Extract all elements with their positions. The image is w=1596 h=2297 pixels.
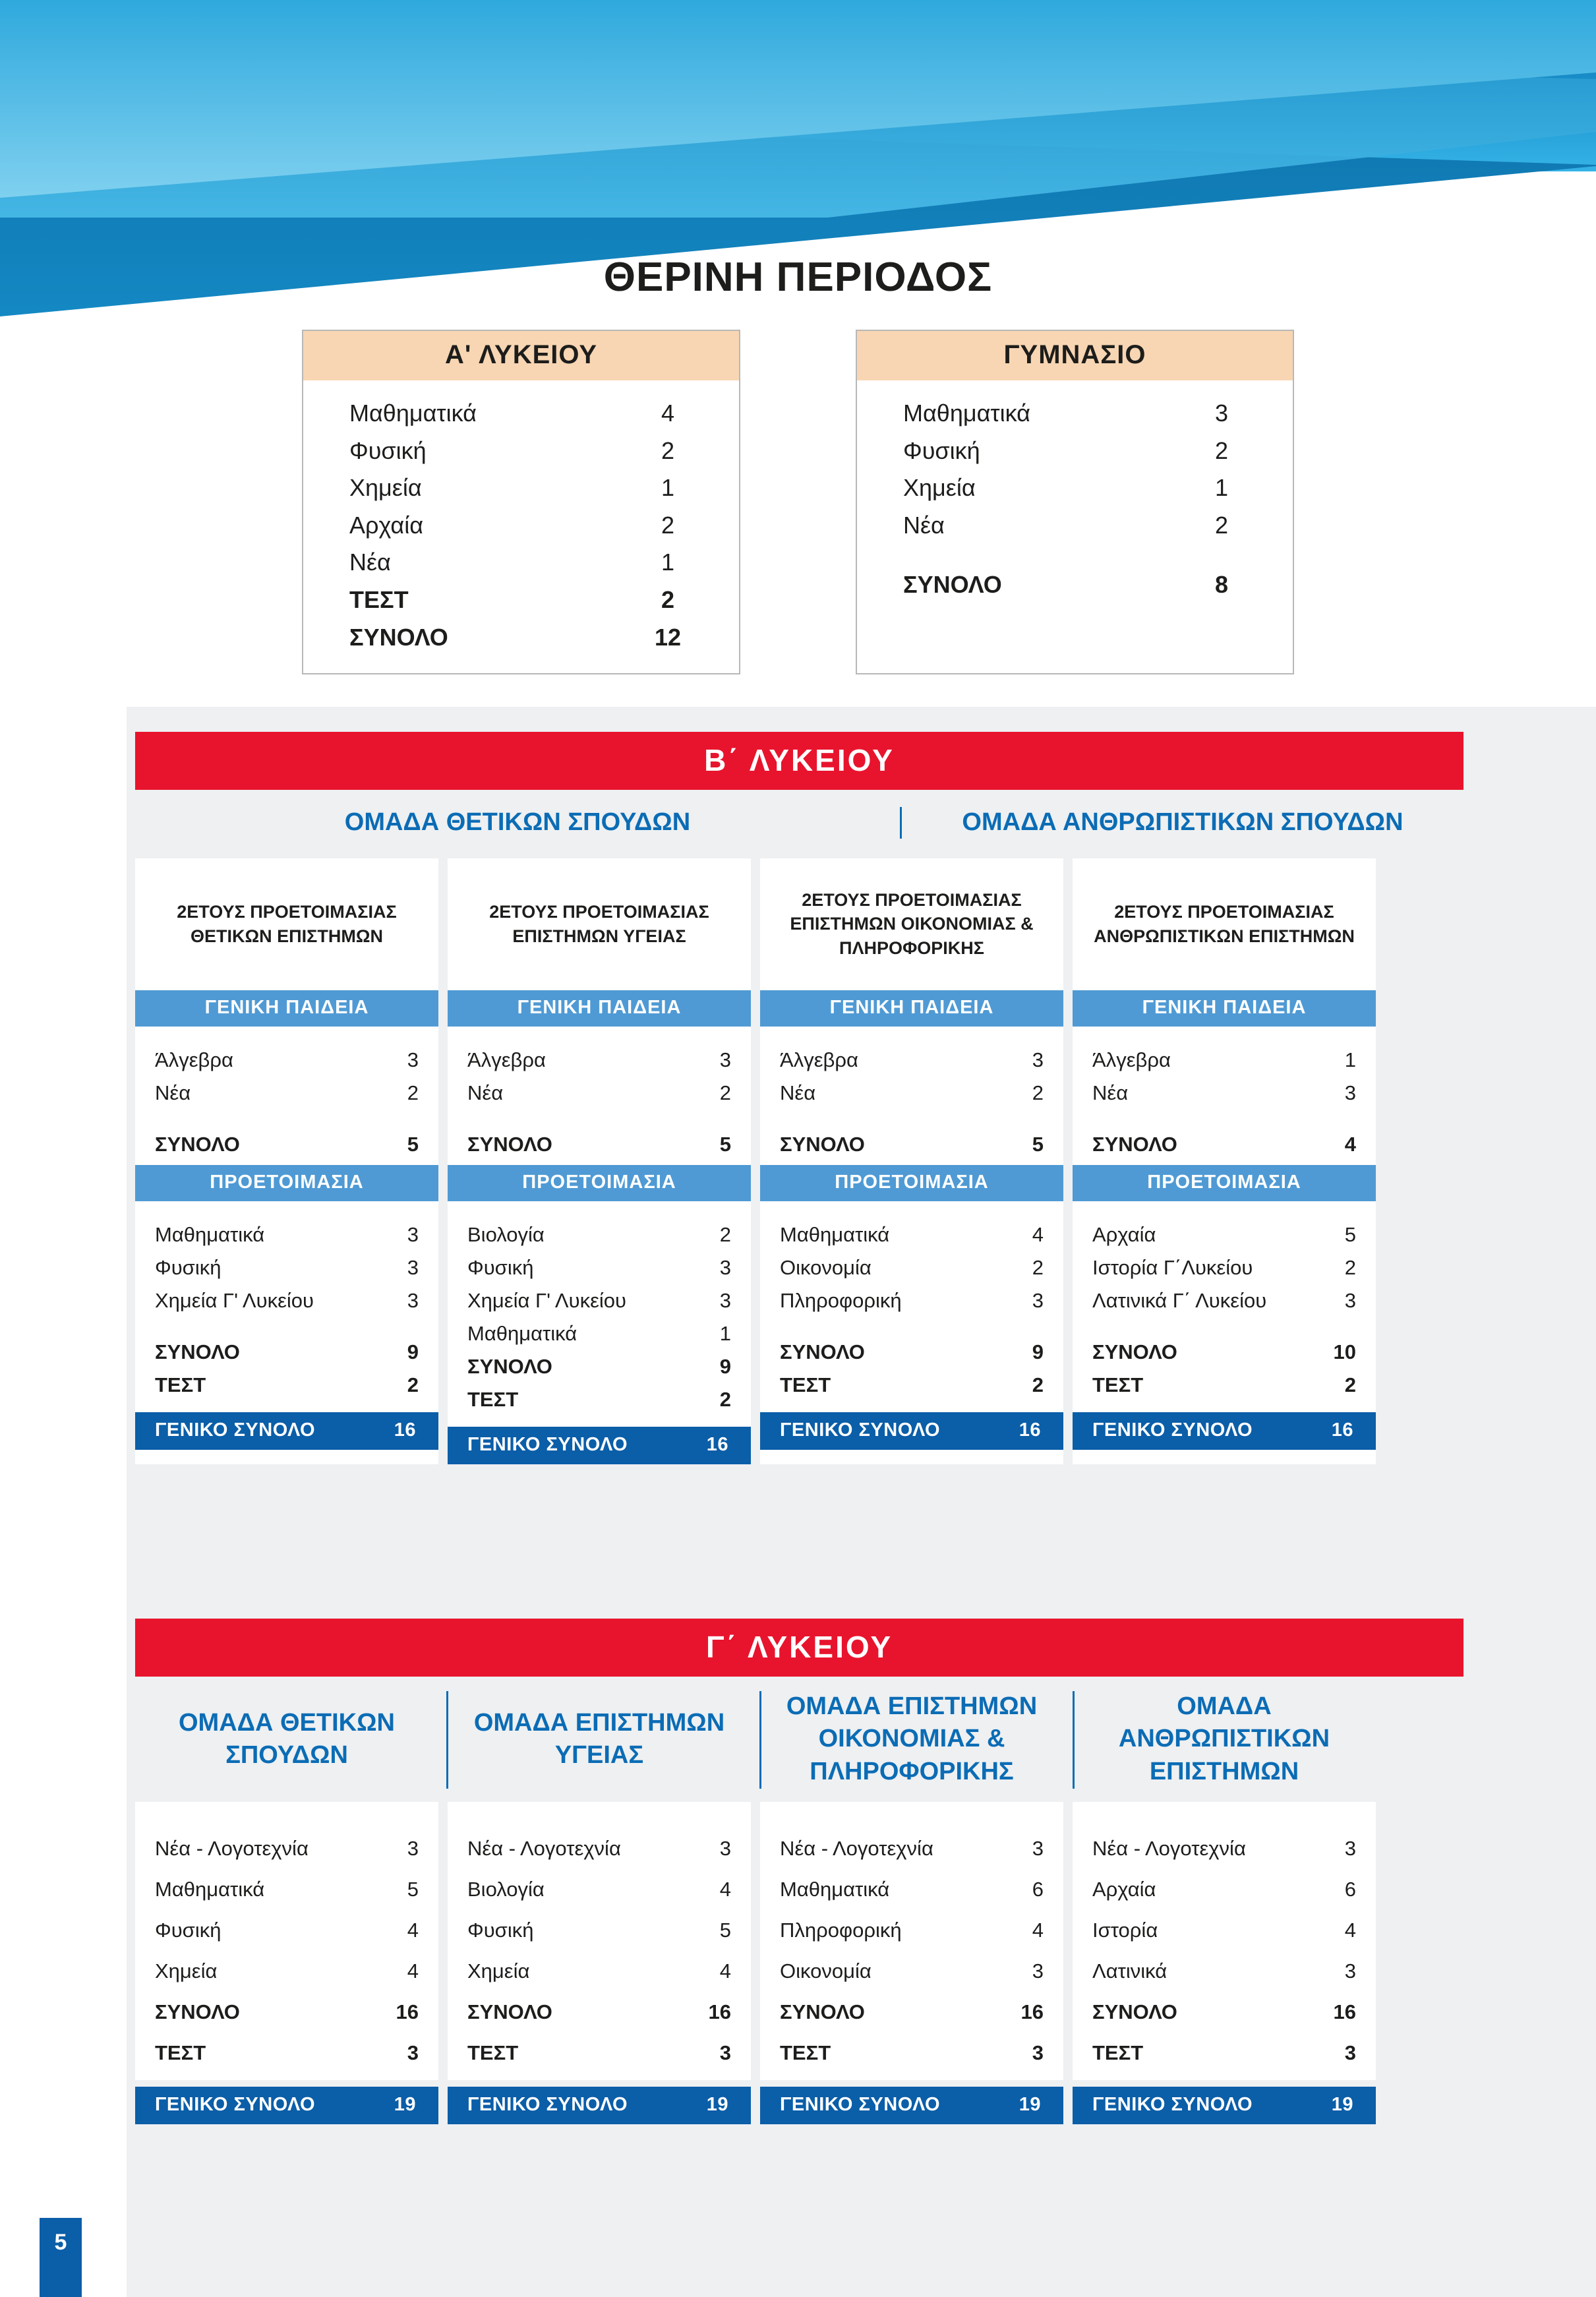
g-columns	[135, 1677, 1463, 2124]
row-label: Χημεία	[349, 474, 422, 502]
row-value: 4	[1032, 1919, 1044, 1942]
band-preparation: ΠΡΟΕΤΟΙΜΑΣΙΑ	[1073, 1165, 1376, 1201]
row-label: Νέα	[1092, 1081, 1129, 1104]
column-body	[1073, 1802, 1376, 2080]
table-spacer	[1092, 1110, 1356, 1128]
row-label: ΤΕΣΤ	[155, 1373, 206, 1396]
table-row-test	[155, 2033, 419, 2073]
row-label: ΣΥΝΟΛΟ	[155, 2000, 240, 2023]
row-label: Φυσική	[467, 1255, 534, 1279]
row-value: 3	[719, 1048, 731, 1071]
table-row-total	[780, 1992, 1044, 2033]
row-label: ΤΕΣΤ	[780, 1373, 831, 1396]
table-row	[903, 395, 1261, 433]
row-label: Νέα	[903, 511, 945, 539]
row-label: Λατινικά	[1092, 1959, 1167, 1983]
row-value: 4	[407, 1959, 419, 1983]
row-value: 3	[1344, 2041, 1356, 2064]
row-value: 3	[1032, 2041, 1044, 2064]
row-value: 2	[719, 1387, 731, 1411]
table-row-test	[155, 1369, 419, 1402]
table-row	[903, 469, 1261, 507]
row-value: 3	[1344, 1959, 1356, 1983]
table-row	[467, 1828, 731, 1869]
band-grand-total	[1073, 1412, 1376, 1450]
row-value: 10	[1333, 1340, 1356, 1363]
row-value: 3	[407, 1837, 419, 1860]
row-value: 3	[719, 1837, 731, 1860]
row-label: ΣΥΝΟΛΟ	[1092, 2000, 1177, 2023]
row-value: 16	[1333, 2000, 1356, 2023]
row-value: 9	[1032, 1340, 1044, 1363]
band-grand-total	[448, 1427, 751, 1464]
row-value: 3	[1214, 400, 1229, 427]
table-row	[155, 1218, 419, 1251]
table-row-total	[349, 619, 707, 657]
row-label: ΣΥΝΟΛΟ	[780, 1132, 865, 1156]
table-row	[780, 1951, 1044, 1992]
row-value: 16	[1020, 2000, 1044, 2023]
table-row	[467, 1910, 731, 1951]
row-value: 5	[407, 1878, 419, 1901]
column-subtitle: 2ΕΤΟΥΣ ΠΡΟΕΤΟΙΜΑΣΙΑΣ ΘΕΤΙΚΩΝ ΕΠΙΣΤΗΜΩΝ	[177, 902, 397, 946]
row-value: 3	[407, 1288, 419, 1312]
row-value: 12	[654, 623, 682, 651]
row-label: Νέα	[780, 1081, 816, 1104]
row-label: ΤΕΣΤ	[780, 2041, 831, 2064]
table-row-total	[780, 1336, 1044, 1369]
row-label: Νέα	[155, 1081, 191, 1104]
row-label: Φυσική	[903, 436, 980, 464]
table-row	[349, 469, 707, 507]
row-value: 5	[407, 1132, 419, 1156]
row-label: ΣΥΝΟΛΟ	[1092, 1340, 1177, 1363]
row-label: Φυσική	[467, 1919, 534, 1942]
table-row	[1092, 1251, 1356, 1284]
table-spacer	[903, 544, 1261, 566]
row-value: 3	[1032, 1048, 1044, 1071]
row-value: 3	[407, 2041, 419, 2064]
row-label: Φυσική	[155, 1919, 222, 1942]
column-heading: ΟΜΑΔΑ ΑΝΘΡΩΠΙΣΤΙΚΩΝ ΕΠΙΣΤΗΜΩΝ	[1118, 1692, 1330, 1785]
row-label: Μαθηματικά	[903, 400, 1030, 427]
row-label: Μαθηματικά	[780, 1222, 890, 1246]
table-row	[780, 1044, 1044, 1077]
general-rows	[135, 1027, 438, 1165]
row-value: 4	[719, 1959, 731, 1983]
table-row-test	[1092, 1369, 1356, 1402]
group-heading-thetikon: ΟΜΑΔΑ ΘΕΤΙΚΩΝ ΣΠΟΥΔΩΝ	[344, 808, 691, 836]
table-row	[1092, 1284, 1356, 1317]
row-value: 4	[719, 1878, 731, 1901]
row-label: Νέα - Λογοτεχνία	[780, 1837, 933, 1860]
table-row	[349, 395, 707, 433]
row-value: 2	[407, 1081, 419, 1104]
row-label: ΣΥΝΟΛΟ	[349, 623, 448, 651]
table-spacer	[155, 1317, 419, 1336]
table-row-total	[467, 1992, 731, 2033]
row-value: 9	[407, 1340, 419, 1363]
table-row	[780, 1284, 1044, 1317]
preparation-rows	[760, 1201, 1063, 1406]
row-value: 2	[661, 585, 675, 613]
grand-total-value: 19	[1019, 2094, 1041, 2115]
table-spacer	[1092, 1317, 1356, 1336]
row-value: 3	[407, 1222, 419, 1246]
row-label: Νέα - Λογοτεχνία	[1092, 1837, 1246, 1860]
row-label: Αρχαία	[1092, 1222, 1156, 1246]
table-row	[349, 507, 707, 545]
band-preparation: ΠΡΟΕΤΟΙΜΑΣΙΑ	[760, 1165, 1063, 1201]
table-spacer	[780, 1317, 1044, 1336]
row-label: Νέα	[467, 1081, 504, 1104]
table-row-test	[467, 1383, 731, 1416]
row-value: 2	[1032, 1255, 1044, 1279]
preparation-rows	[1073, 1201, 1376, 1406]
table-row	[467, 1284, 731, 1317]
row-label: Πληροφορική	[780, 1919, 902, 1942]
row-label: Αρχαία	[1092, 1878, 1156, 1901]
row-value: 3	[1032, 1959, 1044, 1983]
band-general-education: ΓΕΝΙΚΗ ΠΑΙΔΕΙΑ	[760, 990, 1063, 1027]
grand-total-label: ΓΕΝΙΚΟ ΣΥΝΟΛΟ	[780, 1419, 941, 1441]
row-label: Χημεία Γ' Λυκείου	[467, 1288, 626, 1312]
table-row-total	[903, 566, 1261, 604]
table-row-test	[780, 1369, 1044, 1402]
row-value: 1	[661, 549, 675, 576]
row-label: Οικονομία	[780, 1959, 872, 1983]
row-value: 5	[719, 1132, 731, 1156]
row-value: 5	[719, 1919, 731, 1942]
table-spacer	[155, 1110, 419, 1128]
table-row	[155, 1951, 419, 1992]
grand-total-value: 16	[1331, 1419, 1353, 1441]
row-value: 3	[1344, 1837, 1356, 1860]
row-value: 4	[1344, 1132, 1356, 1156]
table-row	[349, 582, 707, 619]
row-label: ΣΥΝΟΛΟ	[467, 1354, 552, 1378]
band-preparation: ΠΡΟΕΤΟΙΜΑΣΙΑ	[448, 1165, 751, 1201]
g-column-epistimon-ygeias	[448, 1677, 751, 2124]
row-value: 16	[396, 2000, 419, 2023]
grand-total-label: ΓΕΝΙΚΟ ΣΥΝΟΛΟ	[1092, 2094, 1253, 2115]
table-row	[155, 1077, 419, 1110]
page-title: ΘΕΡΙΝΗ ΠΕΡΙΟΔΟΣ	[603, 254, 993, 300]
grand-total-label: ΓΕΝΙΚΟ ΣΥΝΟΛΟ	[467, 1433, 628, 1455]
row-label: Φυσική	[349, 436, 427, 464]
row-label: ΤΕΣΤ	[467, 2041, 519, 2064]
group-headings	[135, 807, 1463, 839]
row-value: 2	[661, 436, 675, 464]
row-value: 16	[708, 2000, 731, 2023]
row-value: 6	[1344, 1878, 1356, 1901]
table-row	[780, 1910, 1044, 1951]
row-value: 3	[1032, 1837, 1044, 1860]
table-row-test	[467, 2033, 731, 2073]
row-label: ΣΥΝΟΛΟ	[467, 2000, 552, 2023]
column-heading: ΟΜΑΔΑ ΕΠΙΣΤΗΜΩΝ ΥΓΕΙΑΣ	[473, 1708, 725, 1769]
summer-table-a-lykeiou	[302, 330, 740, 674]
row-label: Μαθηματικά	[467, 1321, 577, 1345]
table-row	[467, 1044, 731, 1077]
row-label: ΣΥΝΟΛΟ	[1092, 1132, 1177, 1156]
grand-total-value: 19	[394, 2094, 416, 2115]
column-divider	[759, 1691, 761, 1789]
summer-table-body	[857, 380, 1293, 621]
band-grand-total	[448, 2087, 751, 2124]
row-value: 1	[661, 474, 675, 502]
row-label: Χημεία	[155, 1959, 218, 1983]
column-heading: ΟΜΑΔΑ ΕΠΙΣΤΗΜΩΝ ΟΙΚΟΝΟΜΙΑΣ & ΠΛΗΡΟΦΟΡΙΚΗΣ	[786, 1692, 1038, 1785]
table-row	[1092, 1044, 1356, 1077]
grand-total-label: ΓΕΝΙΚΟ ΣΥΝΟΛΟ	[155, 2094, 316, 2115]
row-label: Λατινικά Γ΄ Λυκείου	[1092, 1288, 1267, 1312]
grand-total-label: ΓΕΝΙΚΟ ΣΥΝΟΛΟ	[780, 2094, 941, 2115]
row-label: ΤΕΣΤ	[467, 1387, 519, 1411]
section-g-lykeiou	[135, 1619, 1463, 2124]
row-value: 4	[1032, 1222, 1044, 1246]
band-grand-total	[760, 1412, 1063, 1450]
row-value: 3	[407, 1048, 419, 1071]
g-column-anthropistikon-epistimon	[1073, 1677, 1376, 2124]
row-label: Χημεία	[467, 1959, 530, 1983]
general-rows	[448, 1027, 751, 1165]
column-subtitle: 2ΕΤΟΥΣ ΠΡΟΕΤΟΙΜΑΣΙΑΣ ΕΠΙΣΤΗΜΩΝ ΥΓΕΙΑΣ	[489, 902, 709, 946]
table-row-total	[1092, 1128, 1356, 1161]
row-label: Άλγεβρα	[467, 1048, 546, 1071]
table-row-total	[155, 1128, 419, 1161]
row-label: Νέα	[349, 549, 391, 576]
table-row-total	[1092, 1992, 1356, 2033]
table-row	[1092, 1828, 1356, 1869]
row-value: 6	[1032, 1878, 1044, 1901]
row-label: Άλγεβρα	[1092, 1048, 1171, 1071]
row-value: 4	[1344, 1919, 1356, 1942]
row-label: Άλγεβρα	[780, 1048, 858, 1071]
row-value: 2	[661, 511, 675, 539]
band-general-education: ΓΕΝΙΚΗ ΠΑΙΔΕΙΑ	[1073, 990, 1376, 1027]
table-row	[155, 1044, 419, 1077]
column-heading: ΟΜΑΔΑ ΘΕΤΙΚΩΝ ΣΠΟΥΔΩΝ	[179, 1708, 395, 1769]
b-column-oikonomias-pliroforikis	[760, 858, 1063, 1464]
table-row	[1092, 1951, 1356, 1992]
row-value: 2	[1214, 436, 1229, 464]
b-column-epistimon-ygeias	[448, 858, 751, 1464]
row-label: ΣΥΝΟΛΟ	[155, 1340, 240, 1363]
grand-total-value: 16	[1019, 1419, 1041, 1441]
band-general-education: ΓΕΝΙΚΗ ΠΑΙΔΕΙΑ	[135, 990, 438, 1027]
table-row	[467, 1218, 731, 1251]
table-row	[1092, 1869, 1356, 1910]
row-label: Άλγεβρα	[155, 1048, 233, 1071]
grand-total-value: 16	[706, 1433, 728, 1455]
summer-table-header: Α' ΛΥΚΕΙΟΥ	[303, 331, 739, 380]
row-value: 2	[719, 1081, 731, 1104]
general-rows	[1073, 1027, 1376, 1165]
row-label: Νέα - Λογοτεχνία	[467, 1837, 621, 1860]
table-spacer	[780, 1110, 1044, 1128]
band-general-education: ΓΕΝΙΚΗ ΠΑΙΔΕΙΑ	[448, 990, 751, 1027]
row-label: Μαθηματικά	[349, 400, 477, 427]
row-value: 1	[1214, 474, 1229, 502]
row-label: ΣΥΝΟΛΟ	[155, 1132, 240, 1156]
table-row	[155, 1284, 419, 1317]
row-value: 8	[1214, 571, 1229, 599]
row-value: 5	[1344, 1222, 1356, 1246]
summer-table-header: ΓΥΜΝΑΣΙΟ	[857, 331, 1293, 380]
row-label: Οικονομία	[780, 1255, 872, 1279]
row-value: 1	[719, 1321, 731, 1345]
table-row	[780, 1828, 1044, 1869]
row-value: 2	[719, 1222, 731, 1246]
table-row	[903, 433, 1261, 470]
row-value: 2	[407, 1373, 419, 1396]
section-title-bar: Γ΄ ΛΥΚΕΙΟΥ	[135, 1619, 1463, 1677]
band-grand-total	[760, 2087, 1063, 2124]
b-column-anthropistikon-epistimon	[1073, 858, 1376, 1464]
row-value: 3	[1344, 1081, 1356, 1104]
row-label: ΤΕΣΤ	[1092, 2041, 1144, 2064]
row-label: Φυσική	[155, 1255, 222, 1279]
row-label: Ιστορία	[1092, 1919, 1158, 1942]
table-row-total	[1092, 1336, 1356, 1369]
column-body	[760, 1802, 1063, 2080]
b-column-thetikon-epistimon	[135, 858, 438, 1464]
column-body	[448, 1802, 751, 2080]
band-grand-total	[135, 2087, 438, 2124]
table-row	[780, 1077, 1044, 1110]
row-label: Βιολογία	[467, 1878, 545, 1901]
table-row-total	[467, 1350, 731, 1383]
row-value: 3	[1032, 1288, 1044, 1312]
table-row	[467, 1869, 731, 1910]
table-row	[780, 1218, 1044, 1251]
row-value: 2	[1032, 1373, 1044, 1396]
table-row-total	[155, 1336, 419, 1369]
table-row-test	[1092, 2033, 1356, 2073]
row-label: Μαθηματικά	[780, 1878, 890, 1901]
table-spacer	[467, 1110, 731, 1128]
table-row	[780, 1869, 1044, 1910]
row-label: ΤΕΣΤ	[155, 2041, 206, 2064]
column-divider	[1073, 1691, 1075, 1789]
row-value: 5	[1032, 1132, 1044, 1156]
row-label: Χημεία	[903, 474, 976, 502]
summer-table-body	[303, 380, 739, 673]
page-left-margin	[0, 707, 127, 2297]
row-value: 3	[407, 1255, 419, 1279]
row-label: Ιστορία Γ΄Λυκείου	[1092, 1255, 1253, 1279]
g-column-thetikon-spoudon	[135, 1677, 438, 2124]
row-label: ΣΥΝΟΛΟ	[903, 571, 1002, 599]
row-value: 2	[1214, 511, 1229, 539]
row-value: 4	[407, 1919, 419, 1942]
table-row-total	[780, 1128, 1044, 1161]
summer-table-gymnasio	[856, 330, 1294, 674]
table-row-total	[155, 1992, 419, 2033]
general-rows	[760, 1027, 1063, 1165]
band-preparation: ΠΡΟΕΤΟΙΜΑΣΙΑ	[135, 1165, 438, 1201]
table-row	[349, 433, 707, 470]
table-row	[1092, 1218, 1356, 1251]
row-label: Μαθηματικά	[155, 1878, 265, 1901]
table-row	[467, 1251, 731, 1284]
preparation-rows	[448, 1201, 751, 1420]
table-row	[903, 507, 1261, 545]
grand-total-value: 19	[1331, 2094, 1353, 2115]
row-value: 3	[719, 1255, 731, 1279]
table-row	[780, 1251, 1044, 1284]
b-columns	[135, 858, 1463, 1464]
grand-total-label: ΓΕΝΙΚΟ ΣΥΝΟΛΟ	[467, 2094, 628, 2115]
row-value: 2	[1344, 1373, 1356, 1396]
table-row	[155, 1869, 419, 1910]
section-b-lykeiou	[135, 732, 1463, 1464]
section-title-bar: Β΄ ΛΥΚΕΙΟΥ	[135, 732, 1463, 790]
row-value: 1	[1344, 1048, 1356, 1071]
column-divider	[446, 1691, 448, 1789]
table-row	[155, 1251, 419, 1284]
table-row	[467, 1317, 731, 1350]
table-row	[467, 1951, 731, 1992]
row-label: Χημεία Γ' Λυκείου	[155, 1288, 314, 1312]
row-label: ΤΕΣΤ	[349, 585, 409, 613]
table-row	[1092, 1077, 1356, 1110]
table-row-total	[467, 1128, 731, 1161]
band-grand-total	[1073, 2087, 1376, 2124]
row-label: ΣΥΝΟΛΟ	[780, 1340, 865, 1363]
row-value: 4	[661, 400, 675, 427]
band-grand-total	[135, 1412, 438, 1450]
table-row	[155, 1910, 419, 1951]
row-label: ΣΥΝΟΛΟ	[780, 2000, 865, 2023]
row-value: 2	[1032, 1081, 1044, 1104]
row-value: 3	[719, 2041, 731, 2064]
preparation-rows	[135, 1201, 438, 1406]
row-value: 9	[719, 1354, 731, 1378]
row-label: Αρχαία	[349, 511, 424, 539]
grand-total-label: ΓΕΝΙΚΟ ΣΥΝΟΛΟ	[1092, 1419, 1253, 1441]
row-label: Πληροφορική	[780, 1288, 902, 1312]
table-row	[467, 1077, 731, 1110]
row-label: ΣΥΝΟΛΟ	[467, 1132, 552, 1156]
table-row	[155, 1828, 419, 1869]
row-value: 3	[719, 1288, 731, 1312]
column-subtitle: 2ΕΤΟΥΣ ΠΡΟΕΤΟΙΜΑΣΙΑΣ ΕΠΙΣΤΗΜΩΝ ΟΙΚΟΝΟΜΙΑΣ & ΠΛΗΡΟΦΟΡΙΚΗΣ	[790, 889, 1034, 958]
table-row	[349, 544, 707, 582]
summer-period-tables	[0, 330, 1596, 674]
row-label: Μαθηματικά	[155, 1222, 265, 1246]
row-value: 3	[1344, 1288, 1356, 1312]
row-label: Νέα - Λογοτεχνία	[155, 1837, 309, 1860]
column-subtitle: 2ΕΤΟΥΣ ΠΡΟΕΤΟΙΜΑΣΙΑΣ ΑΝΘΡΩΠΙΣΤΙΚΩΝ ΕΠΙΣΤΗΜΩΝ	[1094, 902, 1355, 946]
row-label: ΤΕΣΤ	[1092, 1373, 1144, 1396]
grand-total-value: 16	[394, 1419, 416, 1441]
page-number: 5	[40, 2218, 82, 2297]
grand-total-label: ΓΕΝΙΚΟ ΣΥΝΟΛΟ	[155, 1419, 316, 1441]
row-value: 2	[1344, 1255, 1356, 1279]
group-heading-anthropistikon: ΟΜΑΔΑ ΑΝΘΡΩΠΙΣΤΙΚΩΝ ΣΠΟΥΔΩΝ	[900, 807, 1463, 839]
row-label: Βιολογία	[467, 1222, 545, 1246]
table-row	[1092, 1910, 1356, 1951]
column-body	[135, 1802, 438, 2080]
g-column-oikonomias-pliroforikis	[760, 1677, 1063, 2124]
grand-total-value: 19	[706, 2094, 728, 2115]
table-row-test	[780, 2033, 1044, 2073]
